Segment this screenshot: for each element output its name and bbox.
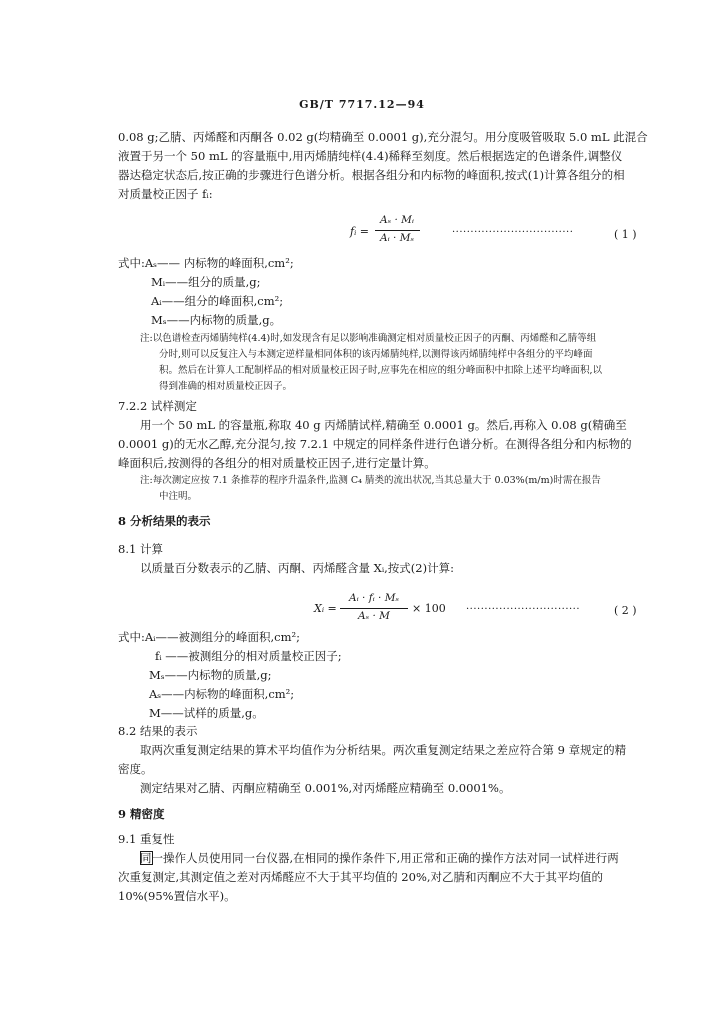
paragraph-line: 同一操作人员使用同一台仪器,在相同的操作条件下,用正常和正确的操作方法对同一试样进行两 [140, 851, 619, 865]
paragraph-line: 以质量百分数表示的乙腈、丙酮、丙烯醛含量 Xᵢ,按式(2)计算: [140, 561, 454, 575]
leader-dots: ······························· [466, 604, 581, 615]
paragraph-line: 液置于另一个 50 mL 的容量瓶中,用丙烯腈纯样(4.4)稀释至刻度。然后根据选定的色谱条件,调整仪 [118, 149, 623, 163]
variable-definition: Mᵢ——组分的质量,g; [151, 275, 261, 289]
formula-denominator: Aₛ · M [358, 610, 390, 622]
note-line: 中注明。 [159, 491, 198, 502]
section-heading: 9 精密度 [118, 807, 165, 821]
variable-definition: 式中:Aₛ—— 内标物的峰面积,cm²; [118, 256, 294, 270]
variable-definition: fᵢ ——被测组分的相对质量校正因子; [155, 649, 342, 663]
variable-definition: 式中:Aᵢ——被测组分的峰面积,cm²; [118, 630, 300, 644]
leader-dots: ································· [452, 227, 574, 238]
page-header: GB/T 7717.12—94 [299, 98, 425, 111]
section-heading: 8.1 计算 [118, 542, 163, 556]
section-heading: 7.2.2 试样测定 [118, 399, 197, 413]
fraction-bar [375, 230, 420, 231]
paragraph-line: 密度。 [118, 762, 153, 776]
note-line: 注:每次测定应按 7.1 条推荐的程序升温条件,监测 C₄ 腈类的流出状况,当其总量大于 0.03%(m/m)时需在报告 [140, 475, 601, 486]
note-line: 得到准确的相对质量校正因子。 [159, 381, 293, 392]
formula-number: ( 1 ) [614, 228, 637, 241]
paragraph-line: 对质量校正因子 fᵢ: [118, 187, 213, 201]
paragraph-line: 次重复测定,其测定值之差对丙烯醛应不大于其平均值的 20%,对乙腈和丙酮应不大于其平均值的 [118, 870, 604, 884]
variable-definition: Aₛ——内标物的峰面积,cm²; [149, 687, 295, 701]
paragraph-line: 0.08 g;乙腈、丙烯醛和丙酮各 0.02 g(均精确至 0.0001 g),充分混匀。用分度吸管吸取 5.0 mL 此混合 [118, 130, 648, 144]
note-line: 注:以色谱检查丙烯腈纯样(4.4)时,如发现含有足以影响准确测定相对质量校正因子的丙酮、丙烯醛和乙腈等组 [140, 333, 597, 344]
paragraph-line: 0.0001 g)的无水乙醇,充分混匀,按 7.2.1 中规定的同样条件进行色谱分析。在测得各组分和内标物的 [118, 437, 632, 451]
paragraph-line: 测定结果对乙腈、丙酮应精确至 0.001%,对丙烯醛应精确至 0.0001%。 [140, 781, 511, 795]
note-line: 积。然后在计算人工配制样品的相对质量校正因子时,应事先在相应的组分峰面积中扣除上述平均峰面积,以 [159, 365, 603, 376]
paragraph-line: 器达稳定状态后,按正确的步骤进行色谱分析。根据各组分和内标物的峰面积,按式(1)计算各组分的相 [118, 168, 625, 182]
section-heading: 9.1 重复性 [118, 832, 175, 846]
formula-numerator: Aₛ · Mᵢ [380, 214, 414, 226]
paragraph-line: 用一个 50 mL 的容量瓶,称取 40 g 丙烯腈试样,精确至 0.0001 g。然后,再称入 0.08 g(精确至 [140, 418, 627, 432]
section-heading: 8 分析结果的表示 [118, 514, 211, 528]
variable-definition: M——试样的质量,g。 [149, 706, 264, 720]
formula-multiplier: × 100 [412, 602, 446, 615]
variable-definition: Mₛ——内标物的质量,g。 [151, 313, 282, 327]
variable-definition: Aᵢ——组分的峰面积,cm²; [151, 294, 284, 308]
formula-number: ( 2 ) [614, 604, 637, 617]
note-line: 分时,则可以反复注入与本测定逆样量相同体积的该丙烯腈纯样,以测得该丙烯腈纯样中各组分的平均峰面 [159, 349, 593, 360]
formula-denominator: Aᵢ · Mₛ [380, 232, 414, 244]
formula-numerator: Aᵢ · fᵢ · Mₛ [348, 592, 399, 604]
paragraph-line: 峰面积后,按测得的各组分的相对质量校正因子,进行定量计算。 [118, 456, 436, 470]
variable-definition: Mₛ——内标物的质量,g; [149, 668, 272, 682]
formula-lhs: Xᵢ = [314, 602, 337, 615]
formula-lhs: fᵢ = [350, 225, 369, 238]
paragraph-line: 10%(95%置信水平)。 [118, 889, 236, 903]
paragraph-line: 取两次重复测定结果的算术平均值作为分析结果。两次重复测定结果之差应符合第 9 章规定的精 [140, 743, 627, 757]
fraction-bar [340, 608, 408, 609]
section-heading: 8.2 结果的表示 [118, 724, 198, 738]
